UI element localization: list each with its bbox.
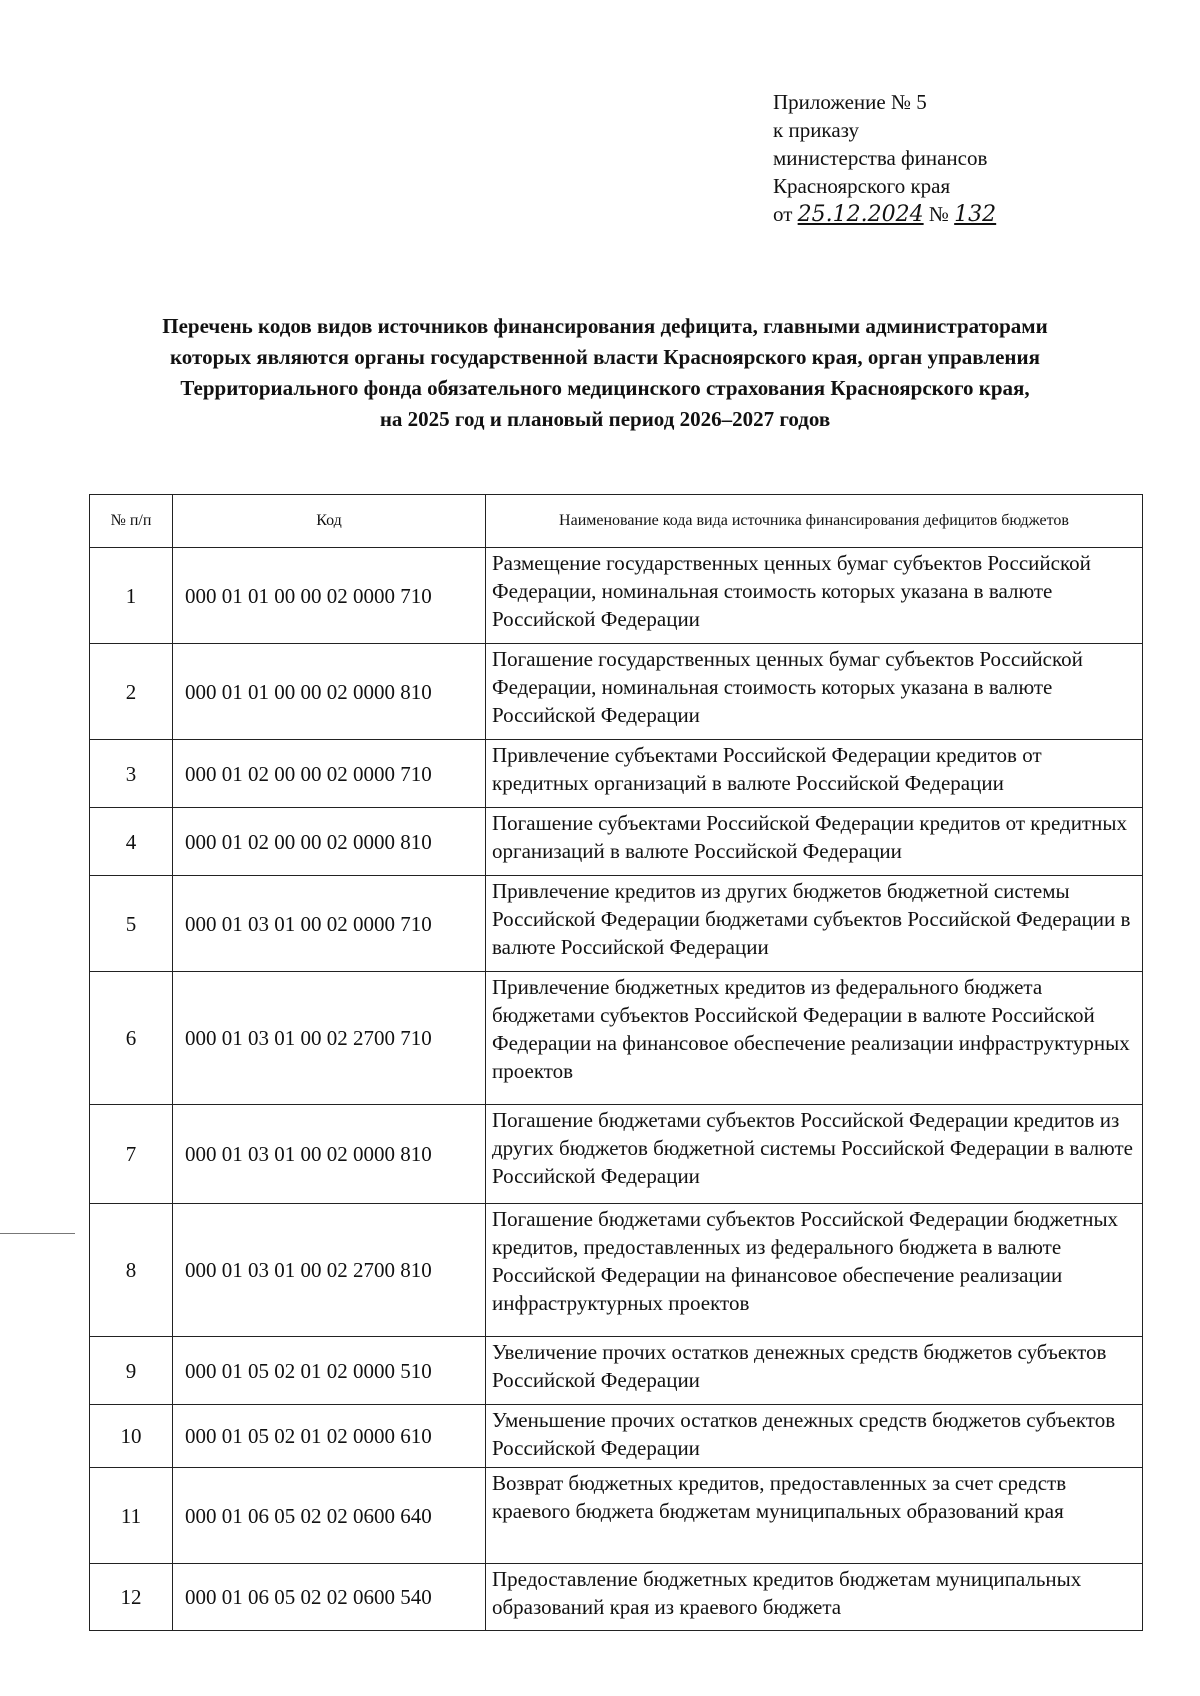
row-code: 000 01 05 02 01 02 0000 610 (173, 1405, 486, 1468)
row-num: 1 (90, 548, 173, 644)
handwritten-number: 132 (954, 202, 997, 227)
appendix-line: министерства финансов (773, 146, 988, 170)
row-name: Привлечение бюджетных кредитов из федерального бюджета бюджетами субъектов Российской Федерации в валюте Российской Федерации на финансовое обеспечение реализации инфраструктурных проектов (486, 972, 1143, 1105)
row-code: 000 01 01 00 00 02 0000 710 (173, 548, 486, 644)
table-row (90, 644, 1143, 740)
row-num: 7 (90, 1105, 173, 1204)
row-num: 8 (90, 1204, 173, 1337)
row-num: 6 (90, 972, 173, 1105)
title-line: на 2025 год и плановый период 2026–2027 годов (379, 407, 831, 431)
table-row (90, 876, 1143, 972)
scan-margin-mark (0, 1233, 75, 1234)
date-prefix: от (773, 202, 793, 226)
row-name: Предоставление бюджетных кредитов бюджетам муниципальных образований края из краевого бюджета (486, 1564, 1143, 1631)
header-code: Код (173, 495, 486, 548)
table-row (90, 1204, 1143, 1337)
document-title (80, 311, 1130, 435)
row-name: Погашение бюджетами субъектов Российской Федерации бюджетных кредитов, предоставленных из федерального бюджета в валюте Российской Федерации на финансовое обеспечение реализации инфраструктурных проектов (486, 1204, 1143, 1337)
row-num: 5 (90, 876, 173, 972)
table-row (90, 1405, 1143, 1468)
number-prefix: № (928, 202, 949, 226)
row-name: Увеличение прочих остатков денежных средств бюджетов субъектов Российской Федерации (486, 1337, 1143, 1405)
row-code: 000 01 02 00 00 02 0000 710 (173, 740, 486, 808)
title-line: Перечень кодов видов источников финансирования дефицита, главными администраторами (162, 314, 1048, 338)
row-name: Размещение государственных ценных бумаг субъектов Российской Федерации, номинальная стоимость которых указана в валюте Российской Федерации (486, 548, 1143, 644)
row-code: 000 01 03 01 00 02 2700 810 (173, 1204, 486, 1337)
table-row (90, 740, 1143, 808)
row-name: Привлечение кредитов из других бюджетов бюджетной системы Российской Федерации бюджетами субъектов Российской Федерации в валюте Российской Федерации (486, 876, 1143, 972)
table-row (90, 548, 1143, 644)
row-num: 3 (90, 740, 173, 808)
row-code: 000 01 03 01 00 02 2700 710 (173, 972, 486, 1105)
codes-table (89, 494, 1143, 1631)
header-num: № п/п (90, 495, 173, 548)
table-header-row (90, 495, 1143, 548)
row-code: 000 01 06 05 02 02 0600 640 (173, 1468, 486, 1564)
appendix-line: к приказу (773, 118, 859, 142)
appendix-date-line (773, 200, 996, 229)
row-code: 000 01 06 05 02 02 0600 540 (173, 1564, 486, 1631)
handwritten-date: 25.12.2024 (797, 202, 924, 227)
row-name: Уменьшение прочих остатков денежных средств бюджетов субъектов Российской Федерации (486, 1405, 1143, 1468)
row-num: 12 (90, 1564, 173, 1631)
row-num: 9 (90, 1337, 173, 1405)
table-row (90, 972, 1143, 1105)
table-row (90, 1564, 1143, 1631)
row-num: 2 (90, 644, 173, 740)
row-num: 10 (90, 1405, 173, 1468)
row-name: Погашение государственных ценных бумаг субъектов Российской Федерации, номинальная стоимость которых указана в валюте Российской Федерации (486, 644, 1143, 740)
appendix-line: Приложение № 5 (773, 90, 927, 114)
title-line: Территориального фонда обязательного медицинского страхования Красноярского края, (180, 376, 1030, 400)
row-name: Погашение субъектами Российской Федерации кредитов от кредитных организаций в валюте Российской Федерации (486, 808, 1143, 876)
row-code: 000 01 03 01 00 02 0000 810 (173, 1105, 486, 1204)
row-name: Погашение бюджетами субъектов Российской Федерации кредитов из других бюджетов бюджетной системы Российской Федерации в валюте Российской Федерации (486, 1105, 1143, 1204)
row-code: 000 01 03 01 00 02 0000 710 (173, 876, 486, 972)
row-code: 000 01 01 00 00 02 0000 810 (173, 644, 486, 740)
row-name: Возврат бюджетных кредитов, предоставленных за счет средств краевого бюджета бюджетам муниципальных образований края (486, 1468, 1143, 1564)
table-row (90, 1337, 1143, 1405)
header-name: Наименование кода вида источника финансирования дефицитов бюджетов (486, 495, 1143, 548)
row-num: 4 (90, 808, 173, 876)
row-name: Привлечение субъектами Российской Федерации кредитов от кредитных организаций в валюте Российской Федерации (486, 740, 1143, 808)
appendix-block (773, 88, 996, 229)
row-code: 000 01 02 00 00 02 0000 810 (173, 808, 486, 876)
row-code: 000 01 05 02 01 02 0000 510 (173, 1337, 486, 1405)
title-line: которых являются органы государственной власти Красноярского края, орган управления (169, 345, 1040, 369)
table-row (90, 808, 1143, 876)
table-row (90, 1468, 1143, 1564)
row-num: 11 (90, 1468, 173, 1564)
appendix-line: Красноярского края (773, 174, 951, 198)
table-row (90, 1105, 1143, 1204)
